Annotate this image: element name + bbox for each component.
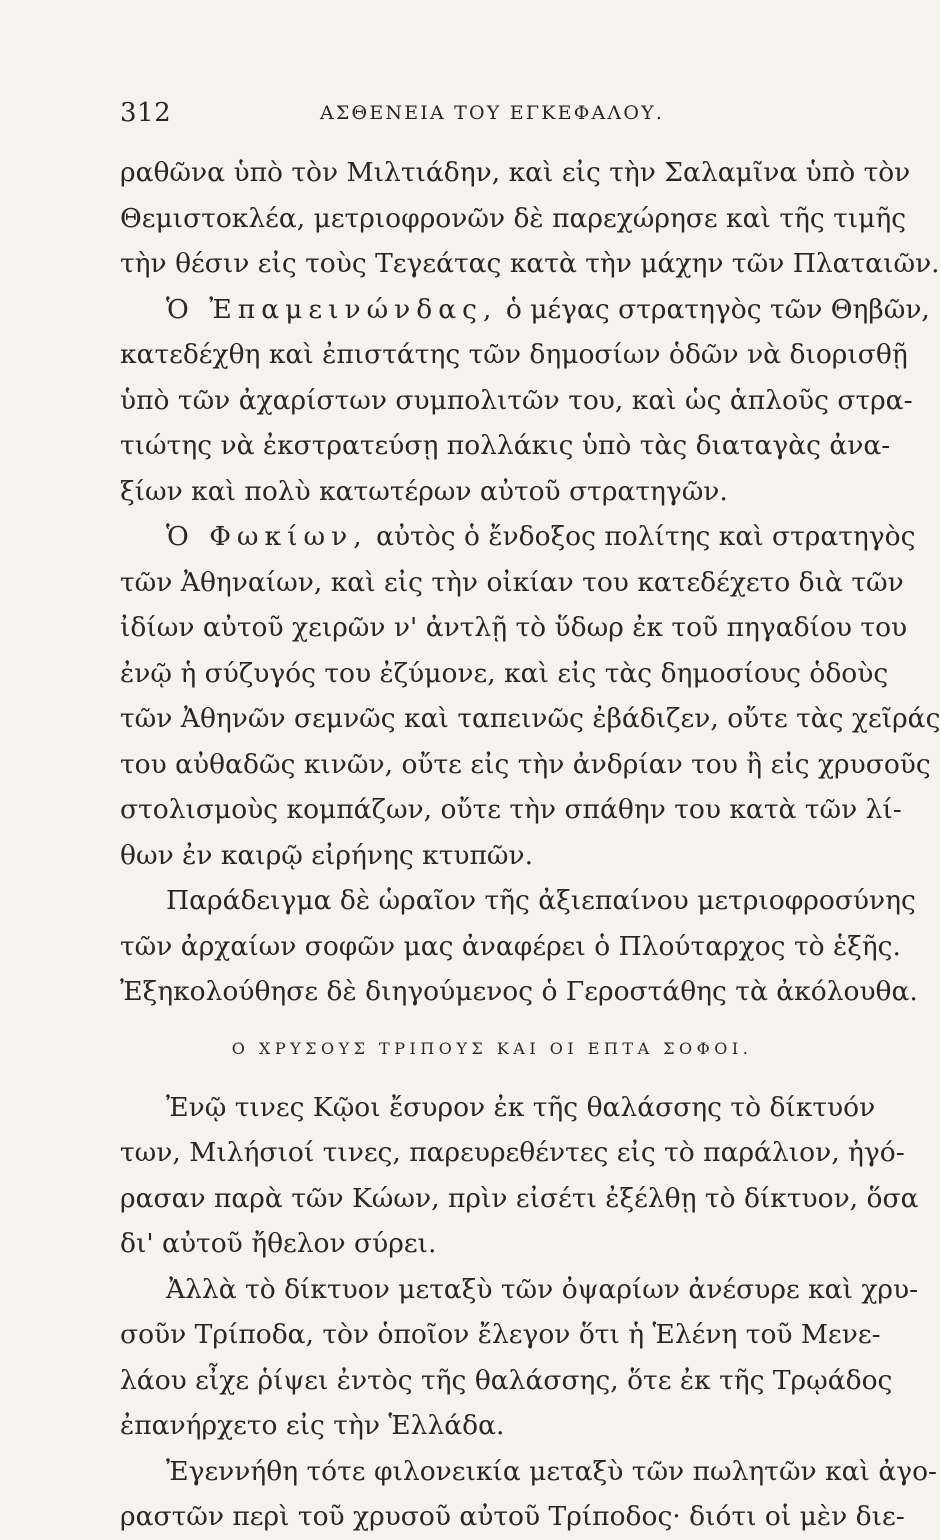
text-line: ἐνῷ ἡ σύζυγός του ἐζύμονε, καὶ εἰς τὰς δημοσίους ὁδοὺς <box>120 657 889 689</box>
text-line: θων ἐν καιρῷ εἰρήνης κτυπῶν. <box>120 839 534 871</box>
spaced-name: Ὁ Φωκίων, <box>166 521 368 552</box>
text-line: τῶν Ἀθηναίων, καὶ εἰς τὴν οἰκίαν του κατεδέχετο διὰ τῶν <box>120 566 904 598</box>
text-line: ραστῶν περὶ τοῦ χρυσοῦ αὐτοῦ Τρίποδος· διότι οἱ μὲν διε- <box>120 1501 905 1532</box>
paragraph-dispute <box>120 1449 937 1540</box>
text-line: δι' αὐτοῦ ἤθελον σύρει. <box>120 1228 437 1259</box>
paragraph-fishermen <box>120 1085 919 1267</box>
page-header <box>120 98 860 130</box>
text-line: ρασαν παρὰ τῶν Κώων, πρὶν εἰσέτι ἐξέλθῃ τὸ δίκτυον, ὅσα <box>120 1182 919 1214</box>
text-line: ξίων καὶ πολὺ κατωτέρων αὐτοῦ στρατηγῶν. <box>120 475 728 507</box>
text-fragment: ὁ μέγας στρατηγὸς τῶν Θηβῶν, <box>505 293 930 325</box>
text-line: ἐπανήρχετο εἰς τὴν Ἑλλάδα. <box>120 1410 505 1441</box>
paragraph-example <box>120 878 918 1015</box>
text-line: σοῦν Τρίποδα, τὸν ὁποῖον ἔλεγον ὅτι ἡ Ἑλένη τοῦ Μενε- <box>120 1319 881 1350</box>
running-title: ΑΣΘΕΝΕΙΑ ΤΟΥ ΕΓΚΕΦΑΛΟΥ. <box>320 102 665 124</box>
text-line: Θεμιστοκλέα, μετριοφρονῶν δὲ παρεχώρησε καὶ τῆς τιμῆς <box>120 202 907 234</box>
text-line <box>120 287 930 333</box>
text-line: των, Μιλήσιοί τινες, παρευρεθέντες εἰς τὸ παράλιον, ἠγό- <box>120 1137 905 1168</box>
text-line: Ἐνῷ τινες Κῷοι ἔσυρον ἐκ τῆς θαλάσσης τὸ δίκτυόν <box>166 1091 876 1123</box>
spaced-name: Ὁ Ἐπαμεινώνδας, <box>166 293 498 325</box>
text-line: τὴν θέσιν εἰς τοὺς Τεγεάτας κατὰ τὴν μάχην τῶν Πλαταιῶν. <box>120 248 940 279</box>
text-line: λάου εἶχε ῥίψει ἐντὸς τῆς θαλάσσης, ὅτε ἐκ τῆς Τρῳάδος <box>120 1364 893 1396</box>
paragraph-tripod <box>120 1267 919 1449</box>
text-line: Ἐγεννήθη τότε φιλονεικία μεταξὺ τῶν πωλητῶν καὶ ἀγο- <box>166 1455 937 1487</box>
text-line: τῶν ἀρχαίων σοφῶν μας ἀναφέρει ὁ Πλούταρχος τὸ ἑξῆς. <box>120 930 901 962</box>
page-body <box>120 150 940 1540</box>
text-line <box>120 514 916 560</box>
text-line: του αὐθαδῶς κινῶν, οὔτε εἰς τὴν ἀνδρίαν του ἢ εἰς χρυσοῦς <box>120 748 931 780</box>
text-line: ραθῶνα ὑπὸ τὸν Μιλτιάδην, καὶ εἰς τὴν Σαλαμῖνα ὑπὸ τὸν <box>120 157 911 188</box>
text-line: Παράδειγμα δὲ ὡραῖον τῆς ἀξιεπαίνου μετριοφροσύνης <box>166 885 916 916</box>
text-line: ἰδίων αὐτοῦ χειρῶν ν' ἀντλῇ τὸ ὕδωρ ἐκ τοῦ πηγαδίου του <box>120 612 908 643</box>
text-line: ὑπὸ τῶν ἀχαρίστων συμπολιτῶν του, καὶ ὡς ἁπλοῦς στρα- <box>120 384 913 416</box>
page-number: 312 <box>120 98 172 128</box>
paragraph-miltiades <box>120 150 940 287</box>
text-line: Ἐξηκολούθησε δὲ διηγούμενος ὁ Γεροστάθης τὰ ἀκόλουθα. <box>120 976 918 1007</box>
paragraph-phocion <box>120 514 940 878</box>
section-heading: Ο ΧΡΥΣΟΥΣ ΤΡΙΠΟΥΣ ΚΑΙ ΟΙ ΕΠΤΑ ΣΟΦΟΙ. <box>231 1038 753 1058</box>
text-line: κατεδέχθη καὶ ἐπιστάτης τῶν δημοσίων ὁδῶν νὰ διορισθῇ <box>120 339 908 370</box>
text-line: τῶν Ἀθηνῶν σεμνῶς καὶ ταπεινῶς ἐβάδιζεν, οὔτε τὰς χεῖράς <box>120 703 940 734</box>
text-line: Ἀλλὰ τὸ δίκτυον μεταξὺ τῶν ὀψαρίων ἀνέσυρε καὶ χρυ- <box>166 1273 919 1305</box>
paragraph-epaminondas <box>120 287 930 515</box>
text-line: στολισμοὺς κομπάζων, οὔτε τὴν σπάθην του κατὰ τῶν λί- <box>120 794 902 825</box>
text-fragment: αὐτὸς ὁ ἔνδοξος πολίτης καὶ στρατηγὸς <box>376 521 916 552</box>
text-line: τιώτης νὰ ἐκστρατεύσῃ πολλάκις ὑπὸ τὰς διαταγὰς ἀνα- <box>120 430 891 461</box>
